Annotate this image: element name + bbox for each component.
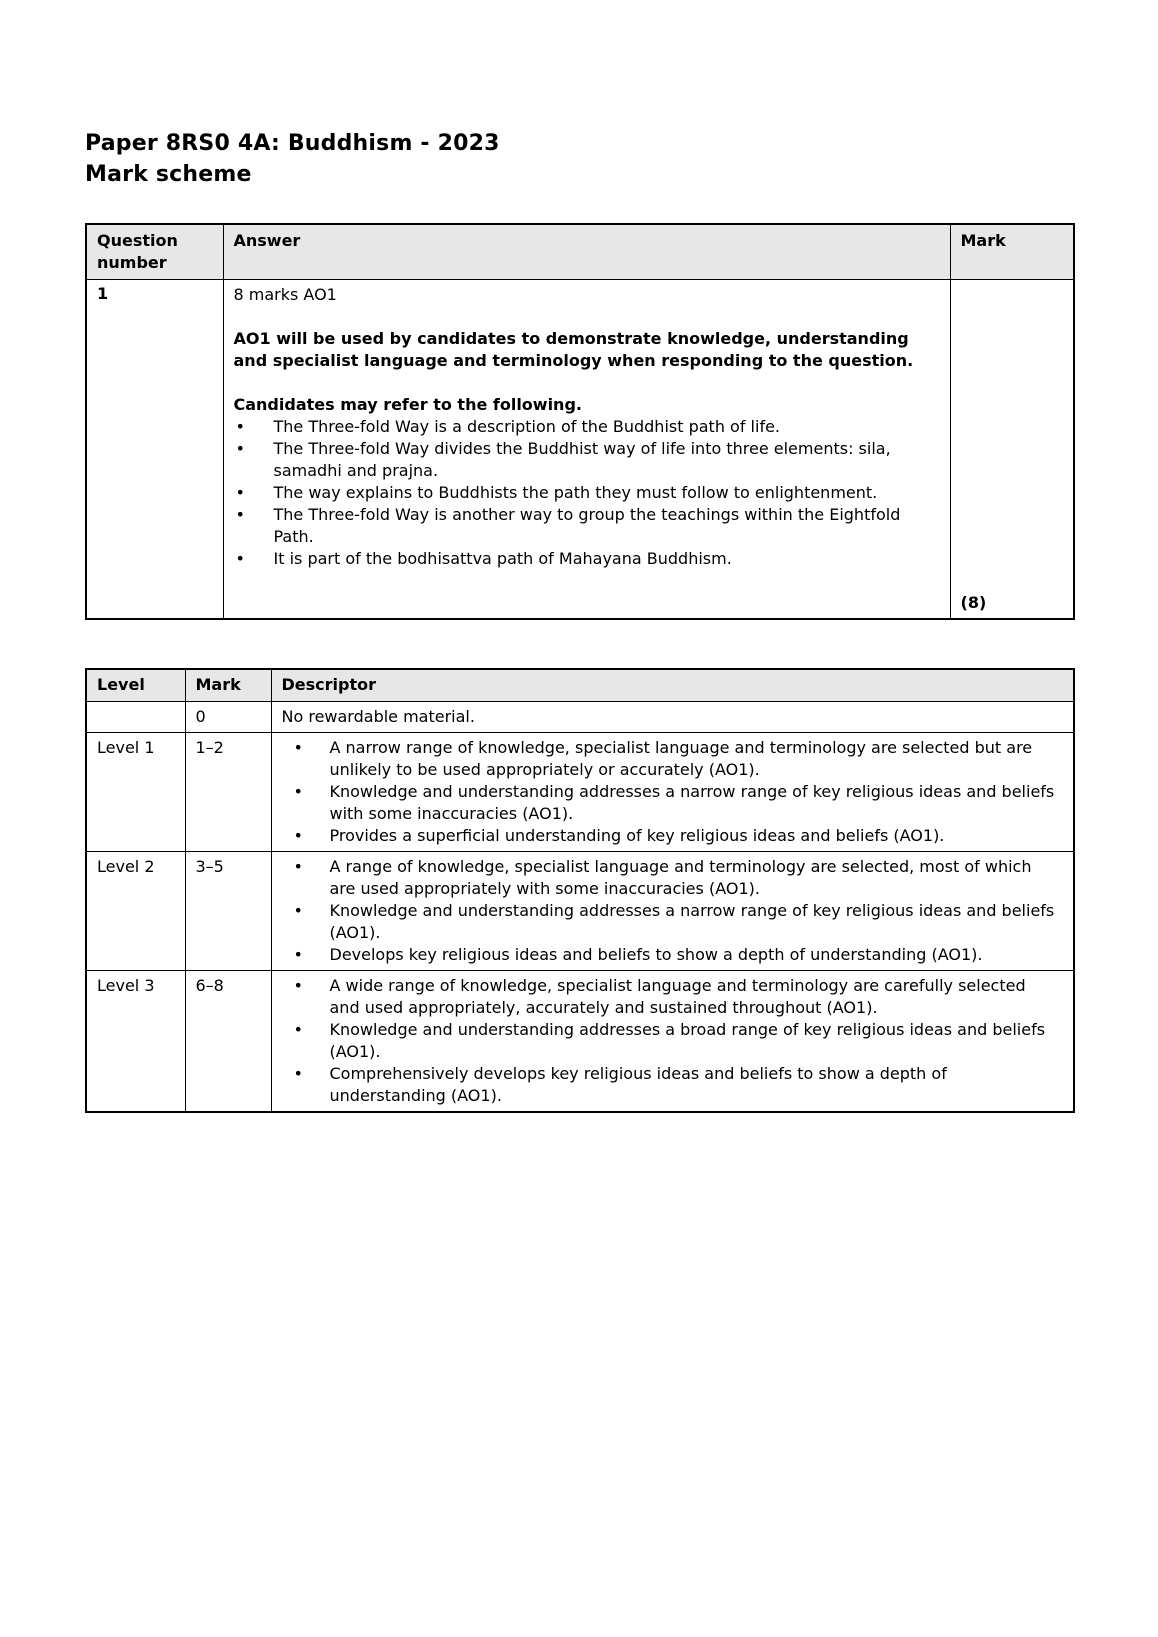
mark-scheme-subtitle: Mark scheme <box>85 162 252 187</box>
level-header: Level <box>86 669 185 702</box>
descriptor-bullet: • A narrow range of knowledge, specialist language and terminology are selected but are unlikely to be used appropriately or accurately (AO1). <box>290 737 1060 781</box>
descriptor-bullet-list <box>282 856 1060 966</box>
question-number-header: Question number <box>86 224 223 280</box>
answer-bullet: • The Three-fold Way is a description of the Buddhist path of life. <box>234 416 922 438</box>
level-row-1 <box>86 733 1074 852</box>
question-number-cell: 1 <box>86 280 223 620</box>
question-row <box>86 280 1074 620</box>
question-table-header-row <box>86 224 1074 280</box>
descriptor-bullet: • Knowledge and understanding addresses a broad range of key religious ideas and beliefs (AO1). <box>290 1019 1060 1063</box>
level-mark-cell: 6–8 <box>185 971 271 1113</box>
level-cell: Level 3 <box>86 971 185 1113</box>
level-cell <box>86 702 185 733</box>
level-mark-cell: 0 <box>185 702 271 733</box>
level-row-zero <box>86 702 1074 733</box>
descriptor-bullet: • A wide range of knowledge, specialist language and terminology are carefully selected and used appropriately, accurately and sustained throughout (AO1). <box>290 975 1060 1019</box>
level-mark-cell: 1–2 <box>185 733 271 852</box>
descriptor-bullet: • Develops key religious ideas and beliefs to show a depth of understanding (AO1). <box>290 944 1060 966</box>
answer-bullet: • The way explains to Buddhists the path they must follow to enlightenment. <box>234 482 922 504</box>
mark-value-cell: (8) <box>950 280 1074 620</box>
document-title <box>85 128 1073 190</box>
level-mark-header: Mark <box>185 669 271 702</box>
levels-descriptor-table <box>85 668 1075 1113</box>
paper-title-line: Paper 8RS0 4A: Buddhism - 2023 <box>85 131 500 156</box>
ao-statement: AO1 will be used by candidates to demonstrate knowledge, understanding and specialist language and terminology when responding to the question. <box>233 329 914 370</box>
descriptor-bullet: • Knowledge and understanding addresses a narrow range of key religious ideas and beliefs with some inaccuracies (AO1). <box>290 781 1060 825</box>
answer-cell <box>223 280 950 620</box>
level-cell: Level 1 <box>86 733 185 852</box>
descriptor-bullet: • Comprehensively develops key religious ideas and beliefs to show a depth of understanding (AO1). <box>290 1063 1060 1107</box>
answer-intro: 8 marks AO1 <box>233 285 337 304</box>
level-row-2 <box>86 852 1074 971</box>
descriptor-bullet: • A range of knowledge, specialist language and terminology are selected, most of which are used appropriately with some inaccuracies (AO1). <box>290 856 1060 900</box>
descriptor-header: Descriptor <box>271 669 1074 702</box>
descriptor-bullet-list <box>282 737 1060 847</box>
bullets-heading: Candidates may refer to the following. <box>233 395 582 414</box>
mark-header: Mark <box>950 224 1074 280</box>
level-mark-cell: 3–5 <box>185 852 271 971</box>
descriptor-bullet: • Provides a superficial understanding of key religious ideas and beliefs (AO1). <box>290 825 1060 847</box>
descriptor-cell: No rewardable material. <box>271 702 1074 733</box>
level-row-3 <box>86 971 1074 1113</box>
descriptor-cell <box>271 733 1074 852</box>
descriptor-bullet-list <box>282 975 1060 1107</box>
descriptor-bullet: • Knowledge and understanding addresses a narrow range of key religious ideas and beliefs (AO1). <box>290 900 1060 944</box>
answer-header: Answer <box>223 224 950 280</box>
descriptor-cell <box>271 971 1074 1113</box>
question-answer-table <box>85 223 1075 620</box>
answer-bullet: • The Three-fold Way divides the Buddhist way of life into three elements: sila, samadhi and prajna. <box>234 438 922 482</box>
answer-bullet: • It is part of the bodhisattva path of Mahayana Buddhism. <box>234 548 922 570</box>
descriptor-cell <box>271 852 1074 971</box>
answer-bullet: • The Three-fold Way is another way to group the teachings within the Eightfold Path. <box>234 504 922 548</box>
level-cell: Level 2 <box>86 852 185 971</box>
levels-table-header-row <box>86 669 1074 702</box>
answer-bullet-list <box>234 416 922 570</box>
